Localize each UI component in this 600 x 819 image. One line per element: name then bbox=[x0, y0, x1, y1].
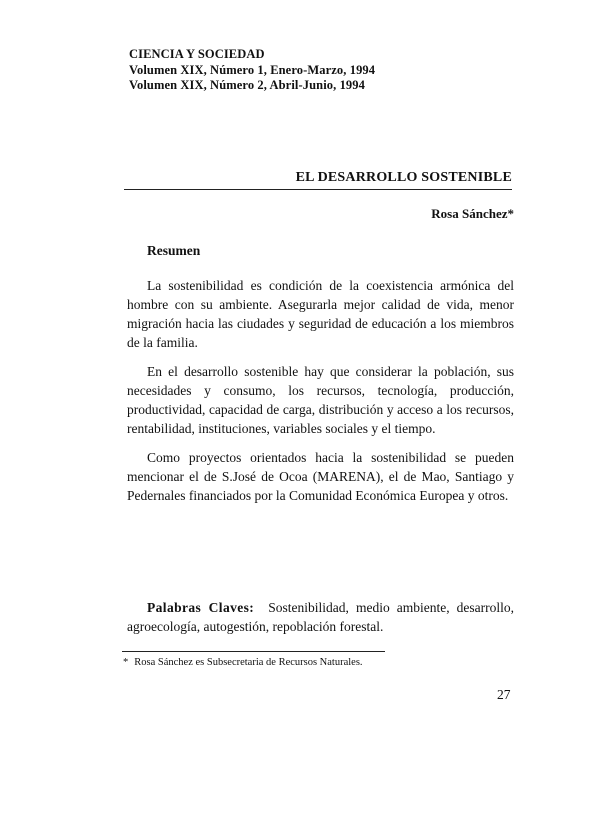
title-divider bbox=[124, 189, 512, 190]
abstract-paragraph: En el desarrollo sostenible hay que considerar la población, sus necesidades y consumo, los recursos, tecnología, producción, productividad, capacidad de carga, distribución y acceso a los recursos, rentabilidad, instituciones, variables sociales y el tiempo. bbox=[127, 364, 514, 436]
footnote-text: Rosa Sánchez es Subsecretaria de Recursos Naturales. bbox=[134, 657, 363, 668]
page-number: 27 bbox=[497, 687, 511, 702]
article-author: Rosa Sánchez* bbox=[431, 206, 514, 221]
journal-issue-2: Volumen XIX, Número 2, Abril-Junio, 1994 bbox=[129, 78, 365, 92]
keywords-text: Sostenibilidad, medio ambiente, desarrollo, agroecología, autogestión, repoblación forestal. bbox=[127, 600, 514, 634]
journal-header bbox=[129, 47, 375, 94]
journal-issue-1: Volumen XIX, Número 1, Enero-Marzo, 1994 bbox=[129, 62, 376, 77]
journal-name: CIENCIA Y SOCIEDAD bbox=[129, 47, 265, 61]
abstract-heading: Resumen bbox=[147, 243, 201, 258]
keywords-block bbox=[127, 598, 514, 636]
abstract-paragraph: La sostenibilidad es condición de la coexistencia armónica del hombre con su ambiente. Asegurarla mejor calidad de vida, menor migración hacia las ciudades y seguridad de educación a los miembros de la familia. bbox=[127, 278, 514, 350]
abstract-paragraph: Como proyectos orientados hacia la sostenibilidad se pueden mencionar el de S.José de Ocoa (MARENA), el de Mao, Santiago y Pedernales financiados por la Comunidad Económica Europea y otros. bbox=[127, 450, 514, 503]
footnote bbox=[123, 657, 363, 668]
footnote-divider bbox=[122, 651, 385, 652]
keywords-label: Palabras Claves: bbox=[147, 600, 255, 615]
footnote-marker: * bbox=[123, 657, 129, 668]
article-title: EL DESARROLLO SOSTENIBLE bbox=[295, 170, 512, 185]
